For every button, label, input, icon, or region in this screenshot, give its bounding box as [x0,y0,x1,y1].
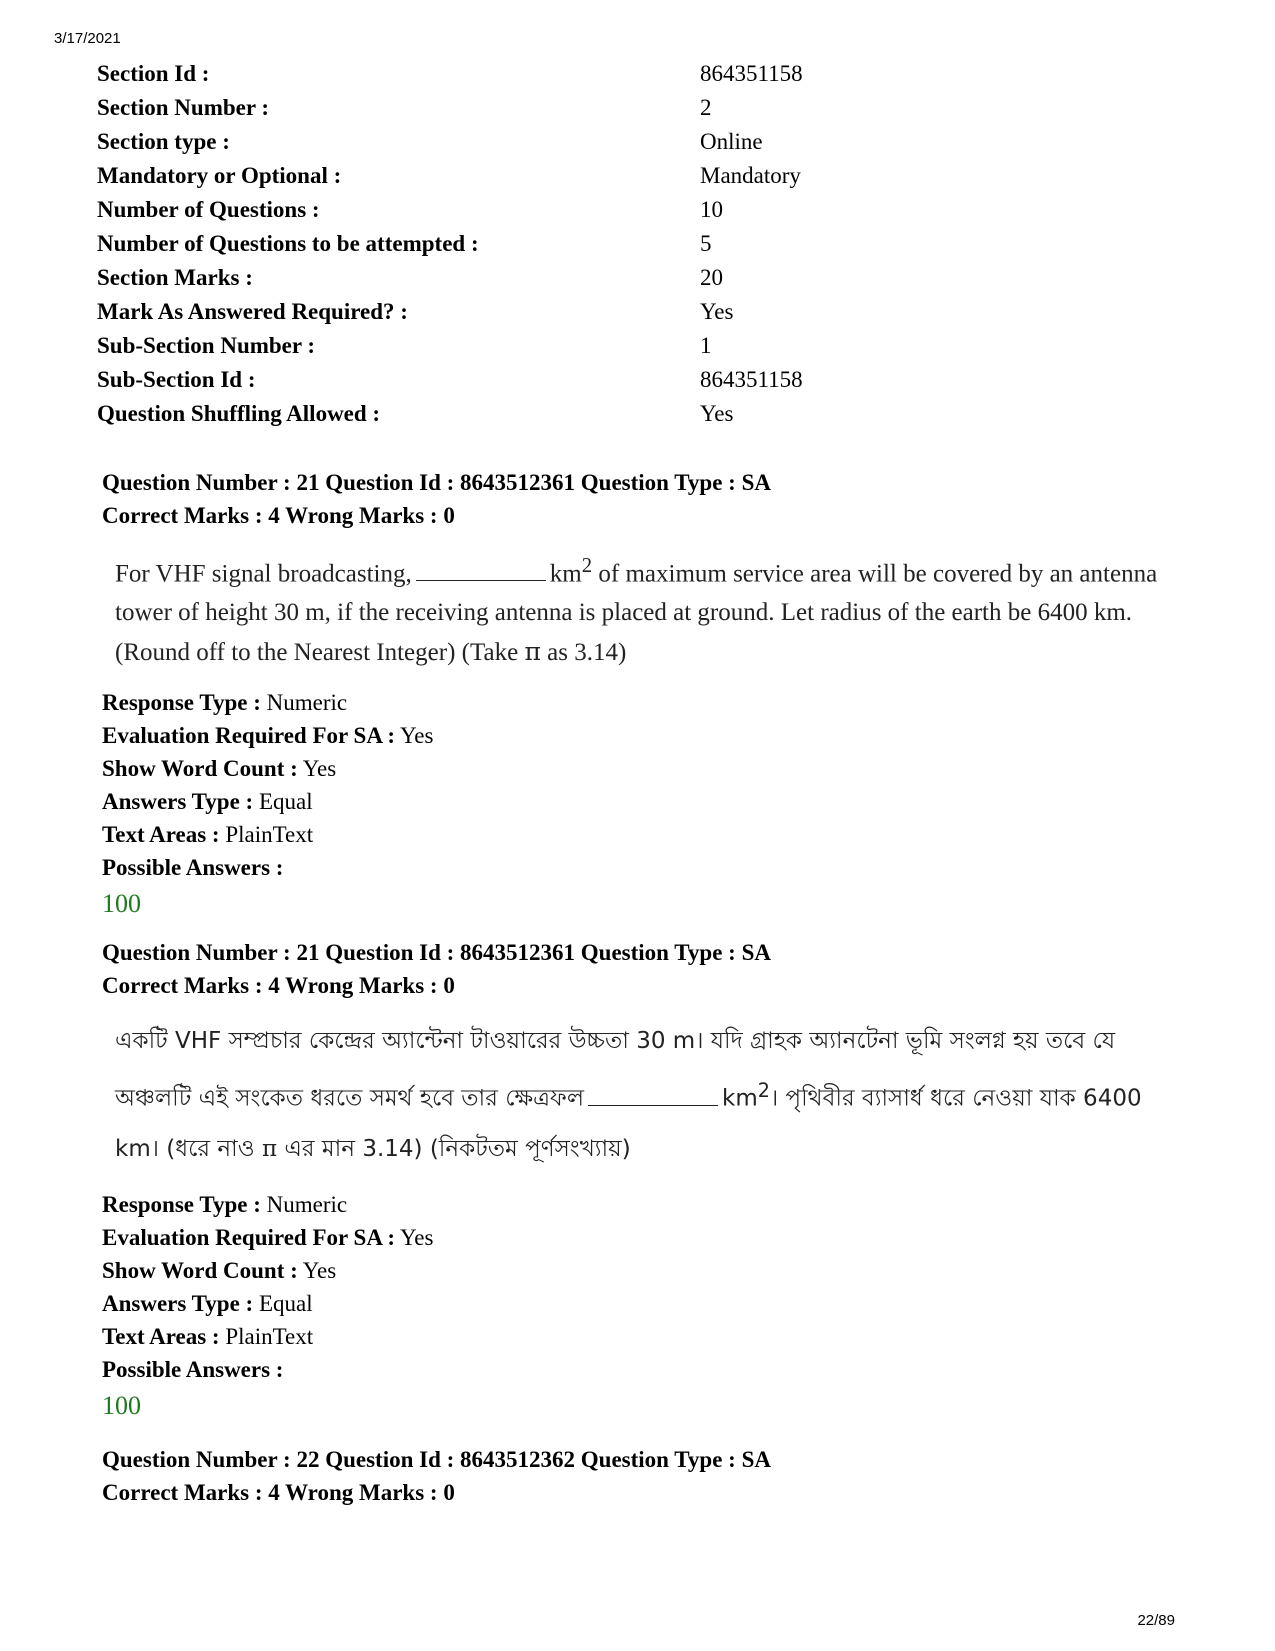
section-row-value: 1 [700,333,712,358]
section-row [97,193,857,227]
question-block-english [102,466,1182,922]
section-row-value: 5 [700,231,712,256]
unit-text: km [549,560,582,588]
section-row [97,57,857,91]
meta-label: Evaluation Required For SA : [102,1224,396,1250]
evaluation-row [102,1221,1182,1254]
section-row-label: Question Shuffling Allowed : [97,401,381,426]
word-count-row [102,752,1182,785]
question-header: Question Number : 21 Question Id : 8643512361 Question Type : SA [102,470,771,495]
meta-value: Equal [258,789,313,815]
section-row [97,91,857,125]
section-row-value: Yes [700,299,734,324]
section-row-label: Mark As Answered Required? : [97,299,408,324]
question-text-part: এর মান 3.14) (নিকটতম পূর্ণসংখ্যায়) [277,1135,631,1162]
section-row [97,363,857,397]
meta-value: PlainText [225,822,314,848]
meta-value: Numeric [266,1191,348,1217]
meta-label: Evaluation Required For SA : [102,723,396,749]
section-row-value: 864351158 [700,61,803,86]
section-row [97,261,857,295]
word-count-row [102,1254,1182,1287]
meta-label: Possible Answers : [102,1356,284,1382]
question-text-part: একটি VHF সম্প্রচার কেন্দ্রের অ্যান্টেনা টাওয়ারের উচ্চতা 30 m। যদি গ্রাহক অ্যানটেনা ভূমি সংলগ্ন হয় তবে যে অঞ্চলটি এই সংকেত ধরতে সমর্থ হবে তার ক্ষেত্রফল [115,1028,1116,1112]
page-number: 22/89 [1137,1612,1175,1629]
question-block-next [102,1443,1182,1509]
meta-label: Response Type : [102,690,261,716]
section-row [97,125,857,159]
possible-answer-value: 100 [102,889,141,919]
question-text-part: । পৃথিবীর ব্যাসার্ধ ধরে নেওয়া যাক 6400 km। (ধরে নাও [115,1085,1142,1162]
question-text-part: of maximum service area will be covered by an antenna tower of height 30 m, if the receiving antenna is placed at ground. Let radius of the earth be 6400 km. (Round off to the Nearest Integer) (Take [115,560,1158,667]
unit-superscript: 2 [581,553,593,577]
section-row-label: Section Marks : [97,265,253,290]
section-row-label: Sub-Section Number : [97,333,316,358]
meta-label: Possible Answers : [102,855,284,881]
question-marks: Correct Marks : 4 Wrong Marks : 0 [102,973,455,998]
answer-blank [588,1079,718,1105]
question-block-bengali [102,936,1182,1424]
section-row-value: 864351158 [700,367,803,392]
print-date: 3/17/2021 [54,30,121,47]
section-row-label: Section Number : [97,95,270,120]
meta-value: Yes [400,1224,434,1250]
unit-superscript: 2 [757,1079,770,1102]
meta-value: Yes [302,1257,337,1283]
question-marks: Correct Marks : 4 Wrong Marks : 0 [102,1480,455,1505]
possible-answers-row [102,851,1182,884]
section-row-value: Online [700,129,763,154]
meta-label: Text Areas : [102,822,220,848]
question-text-part: as 3.14) [540,639,627,667]
meta-value: Yes [400,723,434,749]
response-type-row [102,686,1182,719]
meta-label: Text Areas : [102,1323,220,1349]
answers-type-row [102,1287,1182,1320]
section-row-value: Mandatory [700,163,801,188]
meta-value: PlainText [225,1323,314,1349]
section-row-label: Section Id : [97,61,210,86]
question-text [102,1016,1182,1174]
text-areas-row [102,818,1182,851]
question-header: Question Number : 22 Question Id : 8643512362 Question Type : SA [102,1447,771,1472]
section-row-value: 10 [700,197,723,222]
section-row-value: 20 [700,265,723,290]
section-row [97,397,857,431]
answer-blank [416,553,546,582]
question-marks: Correct Marks : 4 Wrong Marks : 0 [102,503,455,528]
possible-answers-row [102,1353,1182,1386]
section-row-label: Mandatory or Optional : [97,163,342,188]
question-header: Question Number : 21 Question Id : 8643512361 Question Type : SA [102,940,771,965]
text-areas-row [102,1320,1182,1353]
section-row [97,227,857,261]
meta-label: Answers Type : [102,1290,254,1316]
meta-value: Equal [258,1290,313,1316]
meta-label: Answers Type : [102,789,254,815]
section-row-label: Sub-Section Id : [97,367,256,392]
possible-answer-value: 100 [102,1390,141,1420]
meta-label: Response Type : [102,1191,261,1217]
answers-type-row [102,785,1182,818]
section-row [97,159,857,193]
meta-value: Yes [302,756,337,782]
response-type-row [102,1188,1182,1221]
meta-value: Numeric [266,690,348,716]
section-row-label: Section type : [97,129,230,154]
pi-symbol: π [524,637,541,667]
unit-text: km [722,1085,758,1112]
section-row-value: 2 [700,95,712,120]
section-row [97,295,857,329]
pi-symbol: π [261,1135,278,1162]
question-text-part: For VHF signal broadcasting, [115,560,412,588]
meta-label: Show Word Count : [102,1257,298,1283]
section-row-value: Yes [700,401,734,426]
section-details-table [97,57,857,431]
evaluation-row [102,719,1182,752]
question-text [102,546,1182,672]
section-row-label: Number of Questions to be attempted : [97,231,479,256]
section-row-label: Number of Questions : [97,197,320,222]
section-row [97,329,857,363]
meta-label: Show Word Count : [102,756,298,782]
